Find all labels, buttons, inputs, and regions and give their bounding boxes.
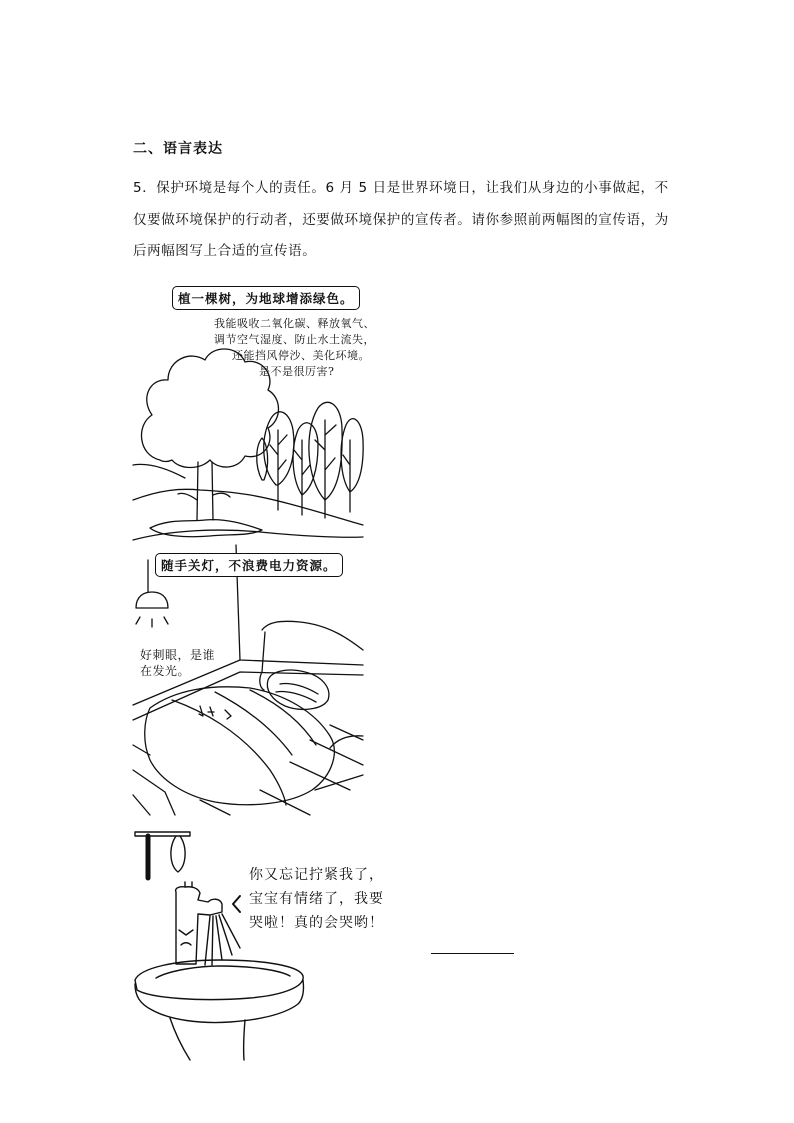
section-title: 二、语言表达 <box>133 141 223 157</box>
panel1-speech-line-4: 是不是很厉害? <box>259 365 335 378</box>
panel1-speech-line-1: 我能吸收二氧化碳、释放氧气、 <box>214 317 375 330</box>
panel1-speech-line-3: 还能挡风停沙、美化环境。 <box>232 349 370 362</box>
answer-blank-line[interactable] <box>431 953 514 954</box>
panel1-speech-line-2: 调节空气湿度、防止水土流失， <box>214 333 375 346</box>
question-line-2: 仅要做环境保护的行动者，还要做环境保护的宣传者。请你参照前两幅图的宣传语，为 <box>133 212 669 228</box>
question-line-1: 5．保护环境是每个人的责任。6 月 5 日是世界环境日，让我们从身边的小事做起，不 <box>133 180 669 196</box>
panel2-speech-line-2: 在发光。 <box>140 664 191 678</box>
panel3-speech-line-2: 宝宝有情绪了，我要 <box>249 891 384 907</box>
panel2-speech-line-1: 好刺眼，是谁 <box>140 648 216 662</box>
panel3-speech-line-3: 哭啦！真的会哭哟！ <box>249 915 384 931</box>
panel3-speech-line-1: 你又忘记拧紧我了， <box>249 867 384 883</box>
panel2-slogan-bubble: 随手关灯，不浪费电力资源。 <box>155 553 343 577</box>
panel1-slogan-bubble: 植一棵树，为地球增添绿色。 <box>172 286 360 310</box>
question-line-3: 后两幅图写上合适的宣传语。 <box>133 243 317 259</box>
